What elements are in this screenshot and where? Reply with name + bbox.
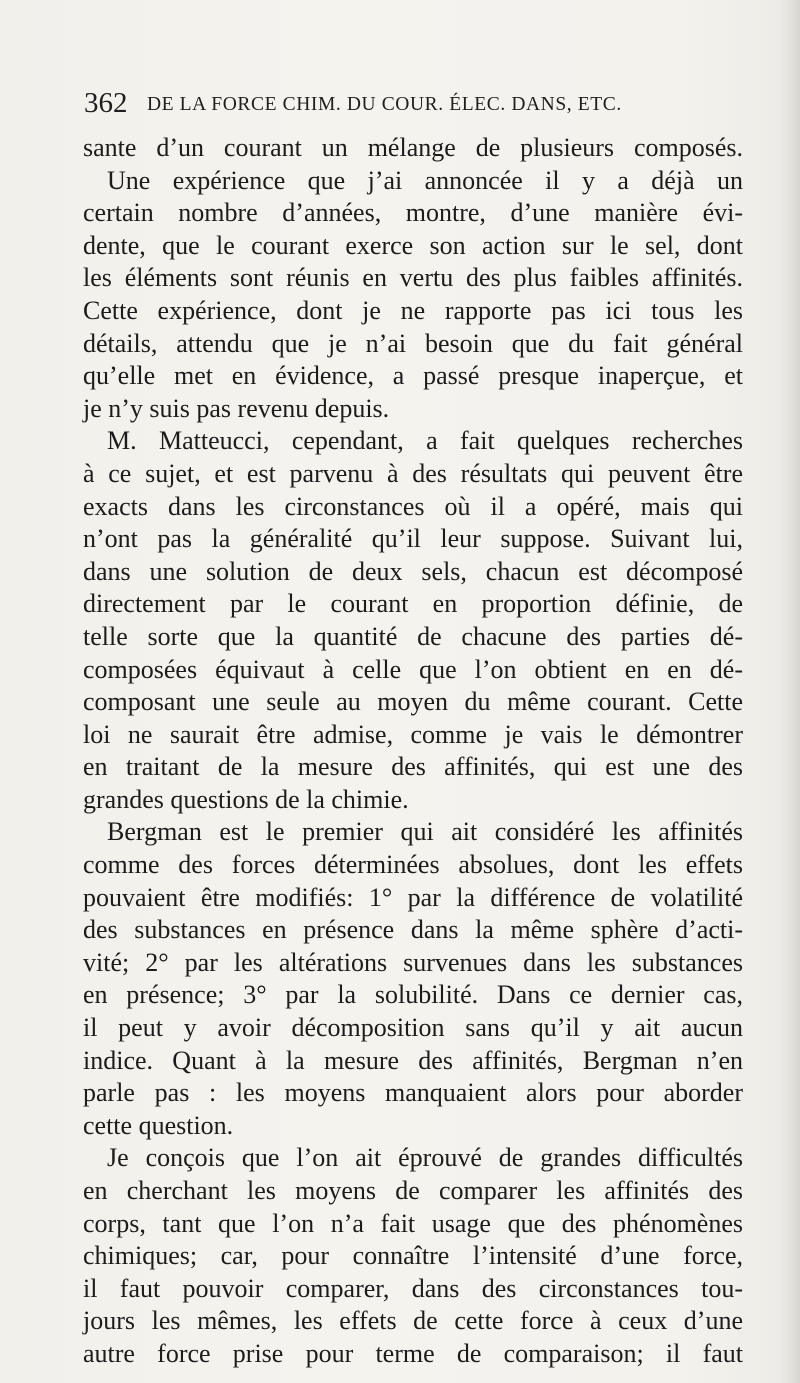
- text-line: chimiques; car, pour connaître l’intensité d’une force,: [83, 1241, 743, 1271]
- text-line: parle pas : les moyens manquaient alors pour aborder: [83, 1078, 743, 1108]
- text-line: loi ne saurait être admise, comme je vais le démontrer: [83, 719, 743, 749]
- text-line: Bergman est le premier qui ait considéré les affinités: [107, 817, 743, 847]
- text-line: autre force prise pour terme de comparaison; il faut: [83, 1338, 743, 1368]
- text-line: certain nombre d’années, montre, d’une manière évi-: [83, 198, 743, 228]
- text-line: dente, que le courant exerce son action sur le sel, dont: [83, 230, 743, 260]
- text-line: à ce sujet, et est parvenu à des résultats qui peuvent être: [83, 458, 743, 488]
- text-line: qu’elle met en évidence, a passé presque inaperçue, et: [83, 361, 743, 391]
- text-line: exacts dans les circonstances où il a opéré, mais qui: [83, 491, 743, 521]
- text-line: détails, attendu que je n’ai besoin que du fait général: [83, 328, 743, 358]
- text-line: telle sorte que la quantité de chacune des parties dé-: [83, 621, 743, 651]
- text-line: vité; 2° par les altérations survenues dans les substances: [83, 947, 743, 977]
- text-line: Une expérience que j’ai annoncée il y a déjà un: [107, 165, 743, 195]
- text-line: en cherchant les moyens de comparer les affinités des: [83, 1176, 743, 1205]
- text-line: corps, tant que l’on n’a fait usage que des phénomènes: [83, 1208, 743, 1238]
- text-line: pouvaient être modifiés: 1° par la différence de volatilité: [83, 882, 743, 912]
- body-text: [83, 132, 743, 1371]
- text-line: il faut pouvoir comparer, dans des circonstances tou-: [83, 1273, 743, 1303]
- text-line: il peut y avoir décomposition sans qu’il y ait aucun: [83, 1013, 743, 1043]
- text-line: Cette expérience, dont je ne rapporte pas ici tous les: [83, 295, 743, 325]
- text-line: les éléments sont réunis en vertu des plus faibles affinités.: [83, 263, 743, 293]
- text-line: Je conçois que l’on ait éprouvé de grandes difficultés: [107, 1143, 743, 1173]
- text-line: je n’y suis pas revenu depuis.: [83, 393, 390, 423]
- text-line: grandes questions de la chimie.: [83, 784, 409, 814]
- text-line: indice. Quant à la mesure des affinités, Bergman n’en: [83, 1045, 743, 1075]
- text-line: n’ont pas la généralité qu’il leur suppose. Suivant lui,: [83, 524, 743, 554]
- text-line: jours les mêmes, les effets de cette force à ceux d’une: [83, 1306, 743, 1336]
- text-line: M. Matteucci, cependant, a fait quelques recherches: [107, 426, 743, 456]
- text-line: composées équivaut à celle que l’on obtient en en dé-: [83, 654, 743, 684]
- page-number: 362: [84, 87, 128, 119]
- text-line: des substances en présence dans la même sphère d’acti-: [83, 915, 743, 945]
- text-line: en présence; 3° par la solubilité. Dans ce dernier cas,: [83, 980, 743, 1010]
- text-line: comme des forces déterminées absolues, dont les effets: [83, 850, 743, 880]
- text-line: sante d’un courant un mélange de plusieurs composés.: [83, 133, 743, 162]
- text-line: dans une solution de deux sels, chacun est décomposé: [83, 556, 743, 586]
- page-header: [84, 86, 724, 126]
- text-line: composant une seule au moyen du même courant. Cette: [83, 687, 743, 717]
- text-line: directement par le courant en proportion définie, de: [83, 589, 743, 619]
- text-line: cette question.: [83, 1110, 234, 1140]
- running-head: DE LA FORCE CHIM. DU COUR. ÉLEC. DANS, ETC.: [147, 94, 622, 115]
- text-line: en traitant de la mesure des affinités, qui est une des: [83, 752, 743, 782]
- page-edge-shadow: [778, 0, 800, 1383]
